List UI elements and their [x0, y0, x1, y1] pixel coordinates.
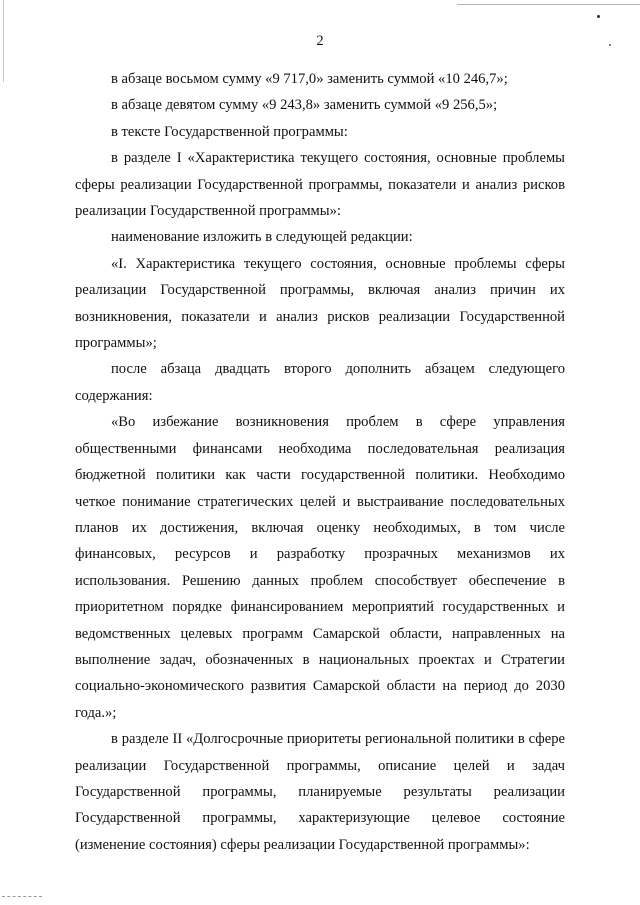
paragraph-inserted-text: «Во избежание возникновения проблем в сфере управления общественными финансами необходима последовательная реализация бюджетной политики как части государственной политики. Необходимо четкое понимание стратегических целей и выстраивание последовательных планов их достижения, включая оценку необходимых, в том числе финансовых, ресурсов и разработку прозрачных механизмов их использования. Решению данных проблем способствует обеспечение в приоритетном порядке финансированием мероприятий государственных и ведомственных целевых программ Самарской области, направленных на выполнение задач, обозначенных в национальных проектах и Стратегии социально-экономического развития Самарской области на период до 2030 года.»;: [75, 414, 565, 721]
scan-speck: [597, 15, 600, 18]
paragraph-amendment-8: в абзаце восьмом сумму «9 717,0» заменить суммой «10 246,7»;: [111, 71, 508, 87]
paragraph-after-22: после абзаца двадцать второго дополнить абзацем следующего содержания:: [75, 361, 565, 404]
scan-edge-line: [457, 4, 640, 5]
paragraph-title-edit: наименование изложить в следующей редакции:: [111, 229, 413, 246]
scan-edge-dash: [2, 896, 42, 898]
paragraph-new-title: «I. Характеристика текущего состояния, основные проблемы сферы реализации Государственной программы, включая анализ причин их возникновения, показатели и анализ рисков реализации Государственной программы»;: [75, 255, 565, 352]
paragraph-section-2: в разделе II «Долгосрочные приоритеты региональной политики в сфере реализации Государственной программы, описание целей и задач Государственной программы, планируемые результаты реализации Государственной программы, характеризующие целевое состояние (изменение состояния) сферы реализации Государственной программы»:: [75, 731, 565, 853]
paragraph-amendment-9: в абзаце девятом сумму «9 243,8» заменить суммой «9 256,5»;: [111, 97, 498, 114]
page-number: 2: [316, 33, 324, 49]
paragraph-program-text: в тексте Государственной программы:: [111, 123, 348, 140]
document-body: [75, 66, 565, 858]
paragraph-section-1: в разделе I «Характеристика текущего состояния, основные проблемы сферы реализации Государственной программы, показатели и анализ рисков реализации Государственной программы»:: [75, 150, 565, 220]
